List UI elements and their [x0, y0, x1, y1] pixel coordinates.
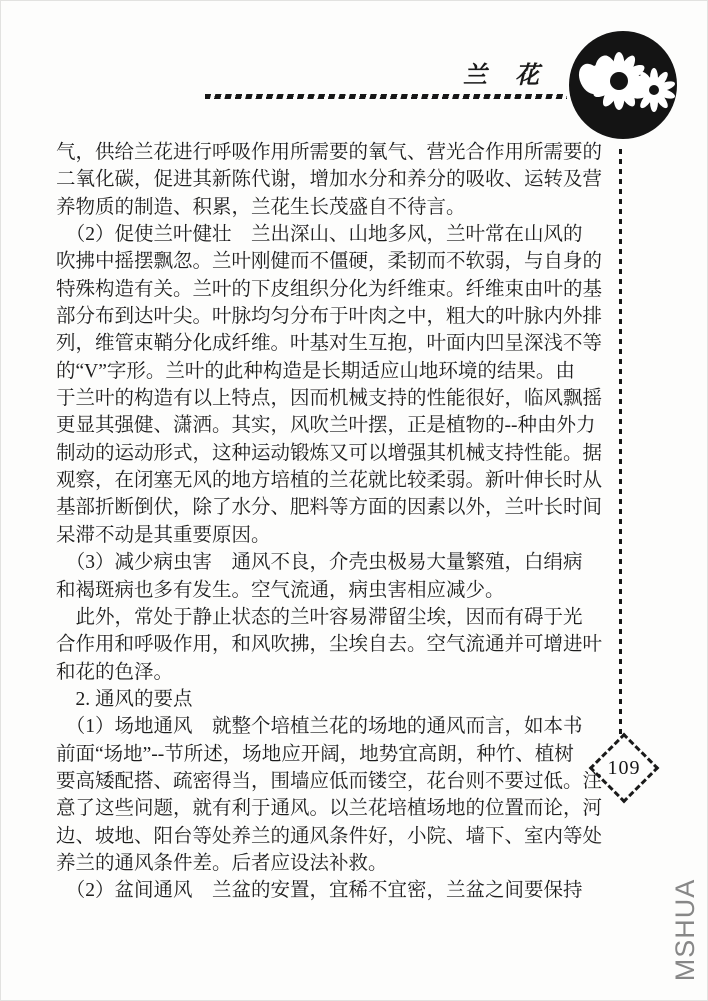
text-line: 部分布到达叶尖。叶脉均匀分布于叶肉之中，粗大的叶脉内外排	[56, 306, 603, 328]
text-line: 观察，在闭塞无风的地方培植的兰花就比较柔弱。新叶伸长时从	[56, 470, 603, 492]
text-line: 基部折断倒伏，除了水分、肥料等方面的因素以外，兰叶长时间	[56, 497, 603, 519]
text-line: 合作用和呼吸作用，和风吹拂，尘埃自去。空气流通并可增进叶	[56, 634, 603, 656]
flower-medallion-icon	[567, 29, 679, 141]
text-line: 制动的运动形式，这种运动锻炼又可以增强其机械支持性能。据	[56, 442, 603, 464]
body-text	[56, 139, 621, 905]
text-line: （2）促使兰叶健壮 兰出深山、山地多风，兰叶常在山风的	[56, 224, 583, 246]
page-number: 109	[607, 756, 641, 779]
text-line: 气，供给兰花进行呼吸作用所需要的氧气、营光合作用所需要的	[56, 142, 603, 163]
text-line: （2）盆间通风 兰盆的安置，宜稀不宜密，兰盆之间要保持	[56, 880, 583, 902]
text-line: 意了这些问题，就有利于通风。以兰花培植场地的位置而论，河	[56, 798, 603, 820]
text-line: 呆滞不动是其重要原因。	[56, 524, 271, 546]
text-line: 养物质的制造、积累，兰花生长茂盛自不待言。	[56, 196, 466, 218]
watermark: MSHUA	[670, 878, 700, 982]
text-line: 特殊构造有关。兰叶的下皮组织分化为纤维束。纤维束由叶的基	[56, 278, 603, 300]
page-title: 兰 花	[463, 63, 541, 89]
text-line: （1）场地通风 就整个培植兰花的场地的通风而言，如本书	[56, 716, 583, 738]
text-line: 二氧化碳，促进其新陈代谢，增加水分和养分的吸收、运转及营	[56, 169, 603, 191]
text-line: 要高矮配搭、疏密得当，围墙应低而镂空，花台则不要过低。注	[56, 770, 603, 792]
text-line: 更显其强健、潇洒。其实，风吹兰叶摆，正是植物的--种由外力	[56, 415, 596, 437]
text-line: 边、坡地、阳台等处养兰的通风条件好，小院、墙下、室内等处	[56, 825, 603, 847]
text-line: 养兰的通风条件差。后者应设法补救。	[56, 852, 388, 874]
text-line: 2. 通风的要点	[56, 688, 193, 710]
text-line: （3）减少病虫害 通风不良，介壳虫极易大量繁殖，白绢病	[56, 552, 583, 574]
header-dashed-rule	[205, 94, 567, 99]
text-line: 和褐斑病也多有发生。空气流通，病虫害相应减少。	[56, 579, 505, 601]
text-line: 前面“场地”--节所述，场地应开阔，地势宜高朗，种竹、植树	[56, 743, 574, 765]
text-line: 吹拂中摇摆飘忽。兰叶刚健而不僵硬，柔韧而不软弱，与自身的	[56, 251, 603, 273]
text-line: 和花的色泽。	[56, 661, 174, 683]
text-line: 此外，常处于静止状态的兰叶容易滞留尘埃，因而有碍于光	[56, 606, 583, 628]
text-line: 的“V”字形。兰叶的此种构造是长期适应山地环境的结果。由	[56, 360, 575, 382]
text-line: 于兰叶的构造有以上特点，因而机械支持的性能很好，临风飘摇	[56, 388, 603, 410]
text-line: 列，维管束鞘分化成纤维。叶基对生互抱，叶面内凹呈深浅不等	[56, 333, 603, 355]
